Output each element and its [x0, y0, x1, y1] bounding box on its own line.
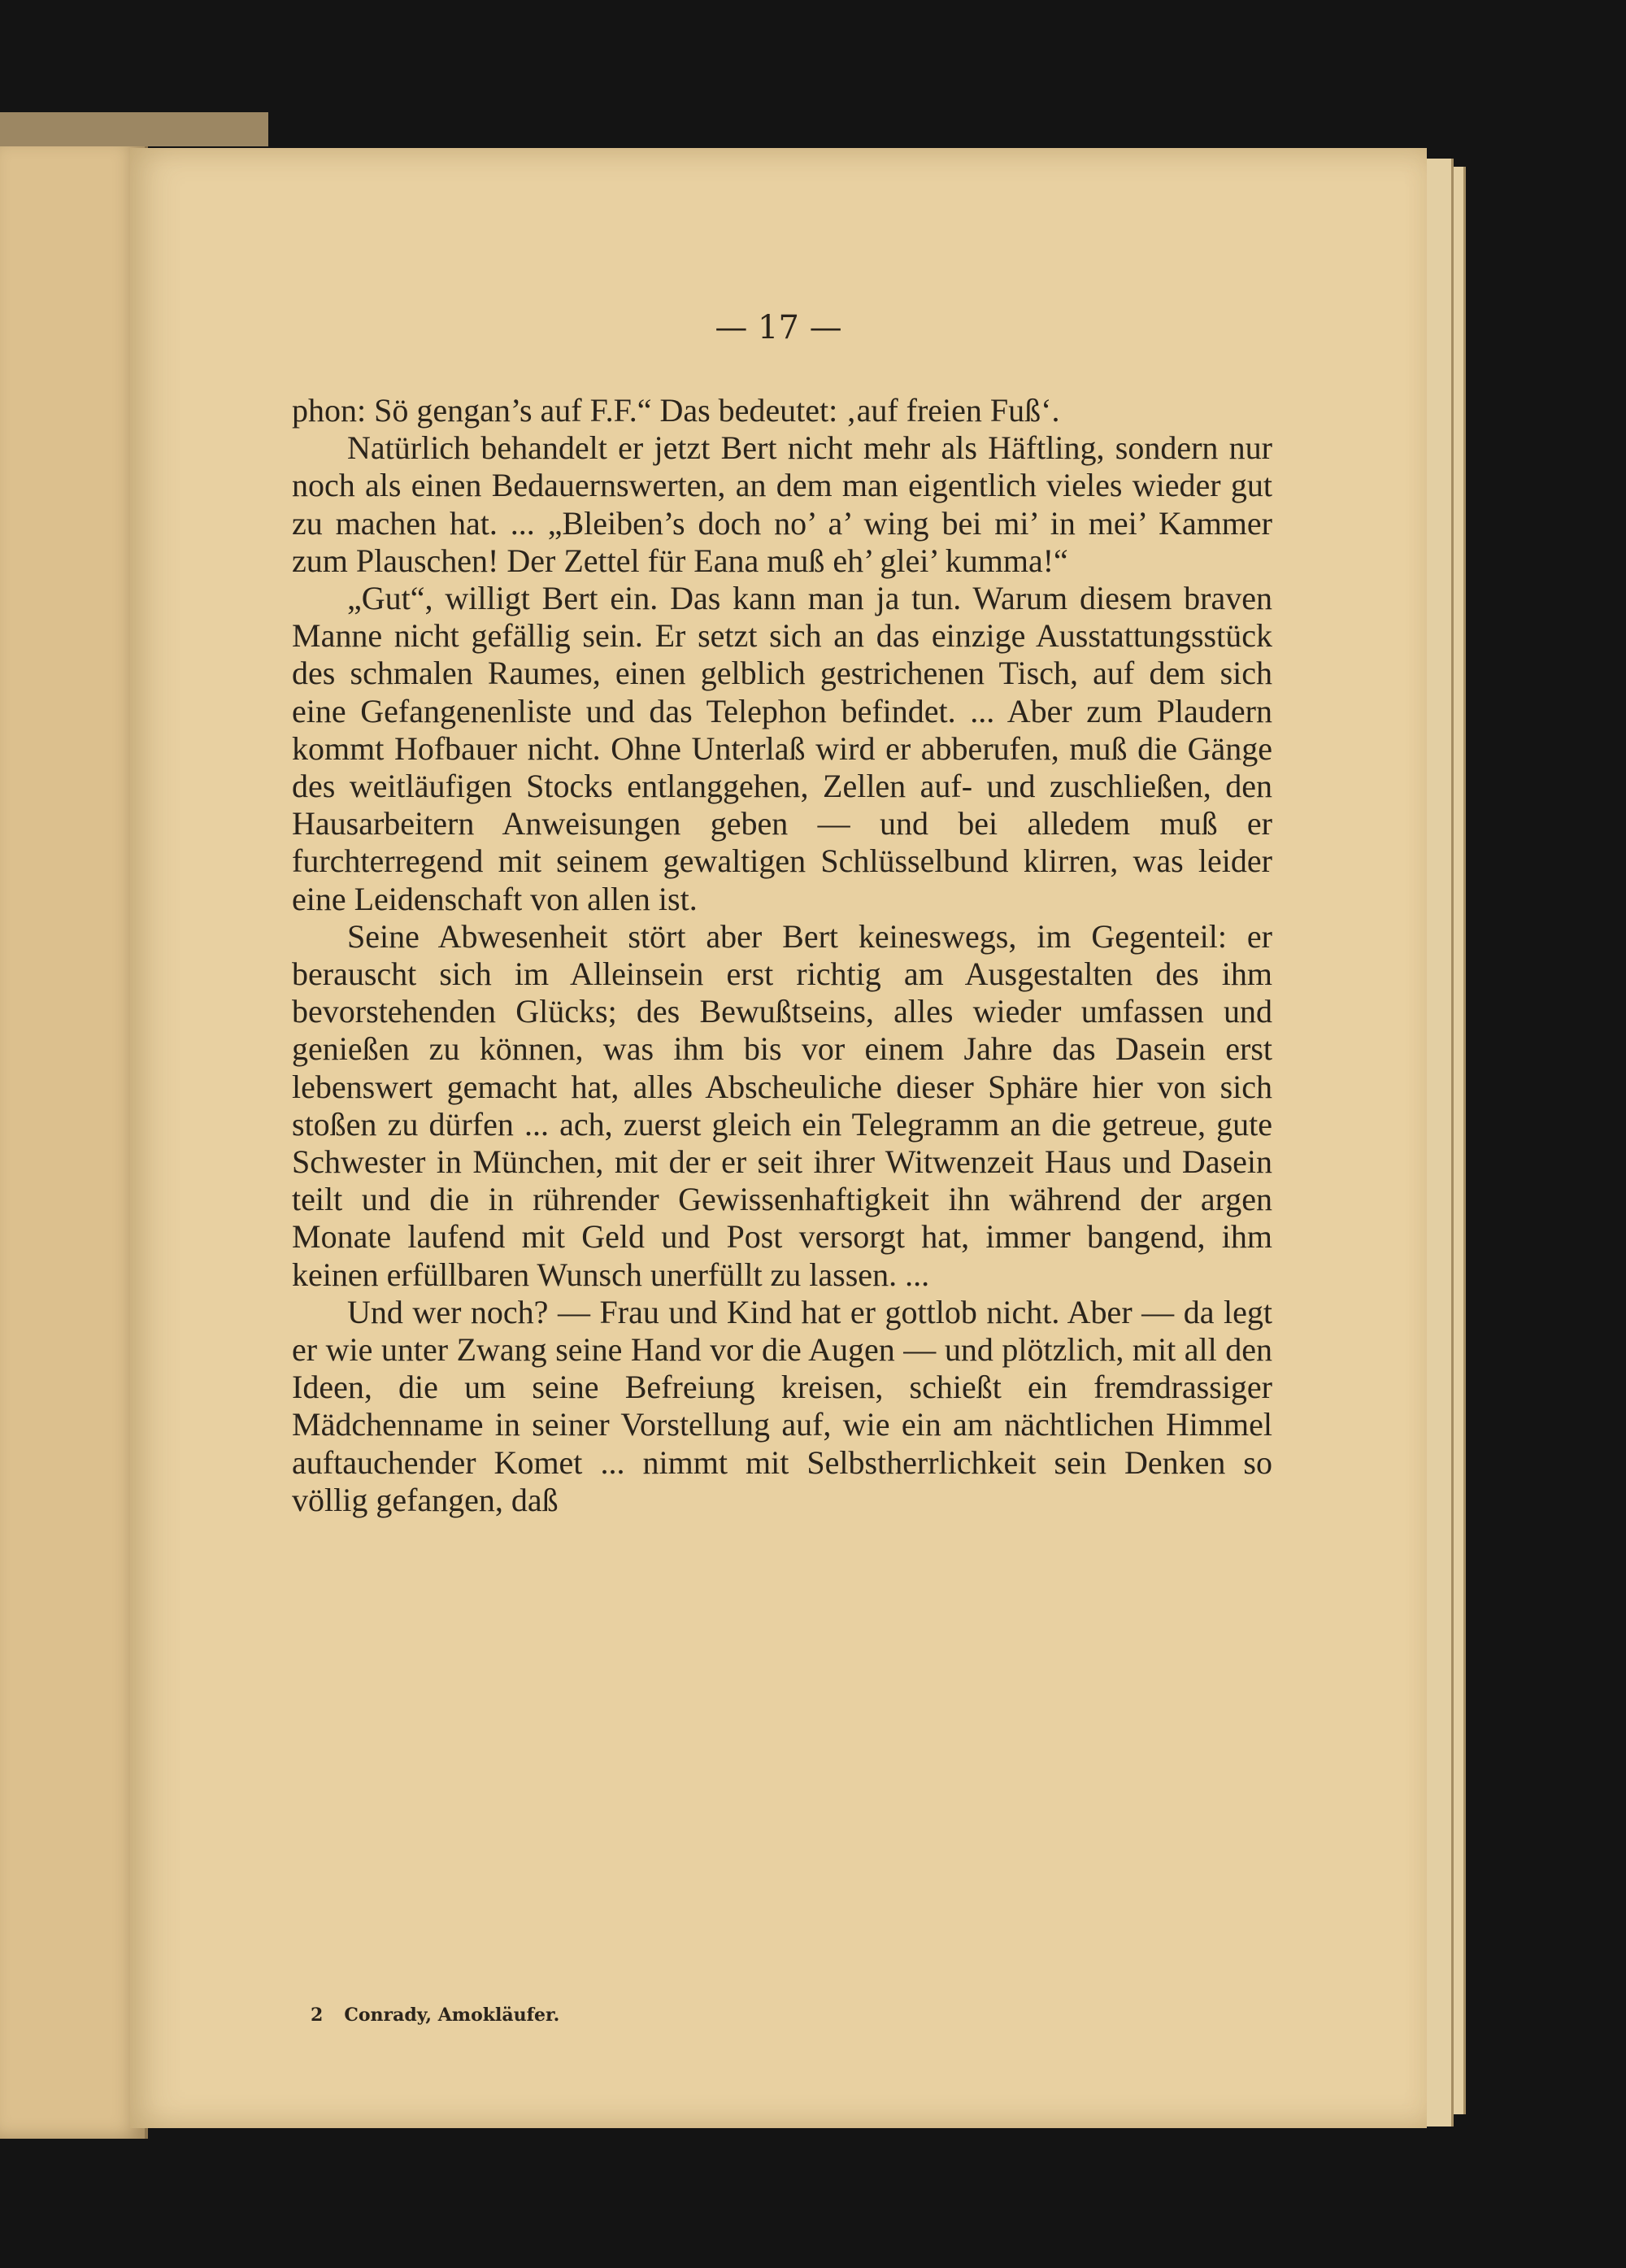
- footer-title: Conrady, Amokläufer.: [344, 2005, 560, 2026]
- paragraph: Und wer noch? — Frau und Kind hat er gottlob nicht. Aber — da legt er wie unter Zwang seine Hand vor die Augen — und plötzlich, mit all den Ideen, die um seine Befreiung kreisen, schießt ein fremdrassiger Mädchenname in seiner Vorstellung auf, wie ein am nächtlichen Himmel auftauchender Komet ... nimmt mit Selbstherrlichkeit sein Denken so völlig gefangen, daß: [292, 1293, 1272, 1518]
- body-text: [292, 392, 1272, 1519]
- paragraph: „Gut“, willigt Bert ein. Das kann man ja tun. Warum diesem braven Manne nicht gefällig sein. Er setzt sich an das einzige Ausstattungsstück des schmalen Raumes, einen gelblich gestrichenen Tisch, auf dem sich eine Gefangenenliste und das Telephon befindet. ... Aber zum Plaudern kommt Hofbauer nicht. Ohne Unterlaß wird er abberufen, muß die Gänge des weitläufigen Stocks entlanggehen, Zellen auf- und zuschließen, den Hausarbeitern Anweisungen geben — und bei alledem muß er furchterregend mit seinem gewaltigen Schlüsselbund klirren, was leider eine Leidenschaft von allen ist.: [292, 580, 1272, 917]
- paragraph: Seine Abwesenheit stört aber Bert keineswegs, im Gegenteil: er berauscht sich im Alleinsein erst richtig am Ausgestalten des ihm bevorstehenden Glücks; des Bewußtseins, alles wieder umfassen und genießen zu können, was ihm bis vor einem Jahre das Dasein erst lebenswert gemacht hat, alles Abscheuliche dieser Sphäre hier von sich stoßen zu dürfen ... ach, zuerst gleich ein Telegramm an die getreue, gute Schwester in München, mit der er seit ihrer Witwenzeit Haus und Dasein teilt und die in rührender Gewissenhaftigkeit ihn während der argen Monate laufend mit Geld und Post versorgt hat, immer bangend, ihm keinen erfüllbaren Wunsch unerfüllt zu lassen. ...: [292, 917, 1272, 1293]
- footer-signature: [311, 2005, 559, 2026]
- paragraph: phon: Sö gengan’s auf F.F.“ Das bedeutet: ‚auf freien Fuß‘.: [292, 392, 1060, 429]
- book-page: [130, 148, 1427, 2128]
- page-number: — 17 —: [715, 309, 842, 346]
- signature-number: 2: [311, 2005, 324, 2026]
- paragraph: Natürlich behandelt er jetzt Bert nicht mehr als Häftling, sondern nur noch als einen Bedauernswerten, an dem man eigentlich vieles wieder gut zu machen hat. ... „Bleiben’s doch no’ a’ wing bei mi’ in mei’ Kammer zum Plauschen! Der Zettel für Eana muß eh’ glei’ kumma!“: [292, 429, 1272, 579]
- left-page-edge: [0, 138, 148, 2139]
- book-spine-tab: [0, 112, 268, 146]
